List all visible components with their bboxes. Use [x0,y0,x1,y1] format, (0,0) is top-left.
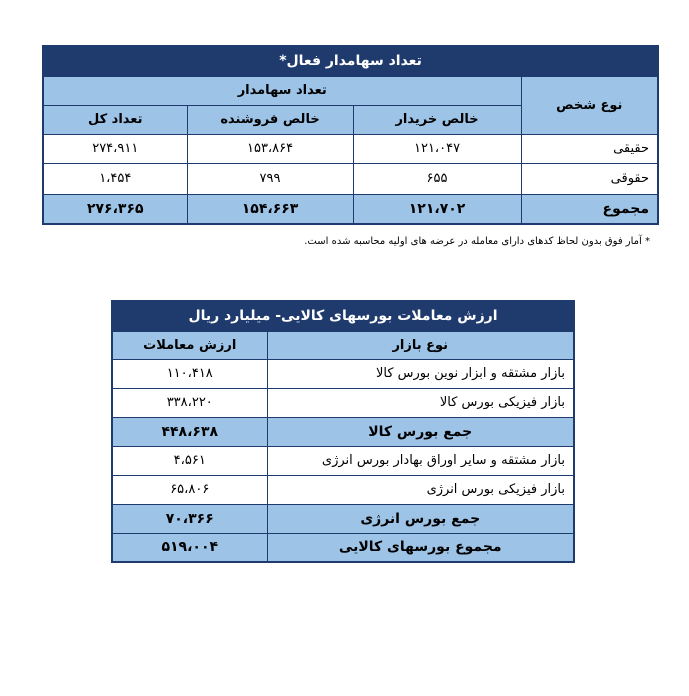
commodity-exchange-trades-table [111,300,575,563]
net-seller-header: خالص فروشنده [187,105,353,134]
total-net-seller: ۱۵۴،۶۶۳ [187,194,353,224]
active-shareholders-table [42,45,659,225]
grand-total-row [112,533,574,562]
table-row [43,163,658,194]
trade-value: ۱۱۰،۴۱۸ [112,359,267,388]
total-count-value: ۲۷۴،۹۱۱ [43,134,187,163]
person-type-header: نوع شخص [521,76,658,134]
net-buyer-value: ۱۲۱،۰۴۷ [353,134,521,163]
trade-value: ۷۰،۳۶۶ [112,504,267,533]
market-label: جمع بورس کالا [267,417,574,446]
market-label: بازار فیزیکی بورس کالا [267,388,574,417]
total-row [43,194,658,224]
market-type-header: نوع بازار [267,331,574,359]
market-label: بازار فیزیکی بورس انرژی [267,475,574,504]
trade-value: ۴،۵۶۱ [112,446,267,475]
market-label: بازار مشتقه و سایر اوراق بهادار بورس انرژی [267,446,574,475]
trade-value: ۵۱۹،۰۰۴ [112,533,267,562]
trade-value: ۴۴۸،۶۳۸ [112,417,267,446]
net-seller-value: ۷۹۹ [187,163,353,194]
table-row [43,134,658,163]
net-buyer-header: خالص خریدار [353,105,521,134]
market-label: مجموع بورسهای کالایی [267,533,574,562]
trade-value-header: ارزش معاملات [112,331,267,359]
total-count-value: ۱،۴۵۴ [43,163,187,194]
table-row [112,446,574,475]
total-count: ۲۷۶،۳۶۵ [43,194,187,224]
subtotal-row [112,417,574,446]
market-label: بازار مشتقه و ابزار نوین بورس کالا [267,359,574,388]
total-label: مجموع [521,194,658,224]
footnote: * آمار فوق بدون لحاظ کدهای دارای معامله در عرضه های اولیه محاسبه شده است. [304,236,650,247]
shareholder-count-group-header: تعداد سهامدار [43,76,521,105]
net-buyer-value: ۶۵۵ [353,163,521,194]
table-row [112,475,574,504]
table1-title: تعداد سهامدار فعال* [43,46,658,76]
trade-value: ۳۳۸،۲۲۰ [112,388,267,417]
row-label: حقیقی [521,134,658,163]
row-label: حقوقی [521,163,658,194]
total-net-buyer: ۱۲۱،۷۰۲ [353,194,521,224]
subtotal-row [112,504,574,533]
total-count-header: تعداد کل [43,105,187,134]
table-row [112,388,574,417]
net-seller-value: ۱۵۳،۸۶۴ [187,134,353,163]
table-row [112,359,574,388]
market-label: جمع بورس انرژی [267,504,574,533]
table2-title: ارزش معاملات بورسهای کالایی- میلیارد ریال [112,301,574,331]
trade-value: ۶۵،۸۰۶ [112,475,267,504]
